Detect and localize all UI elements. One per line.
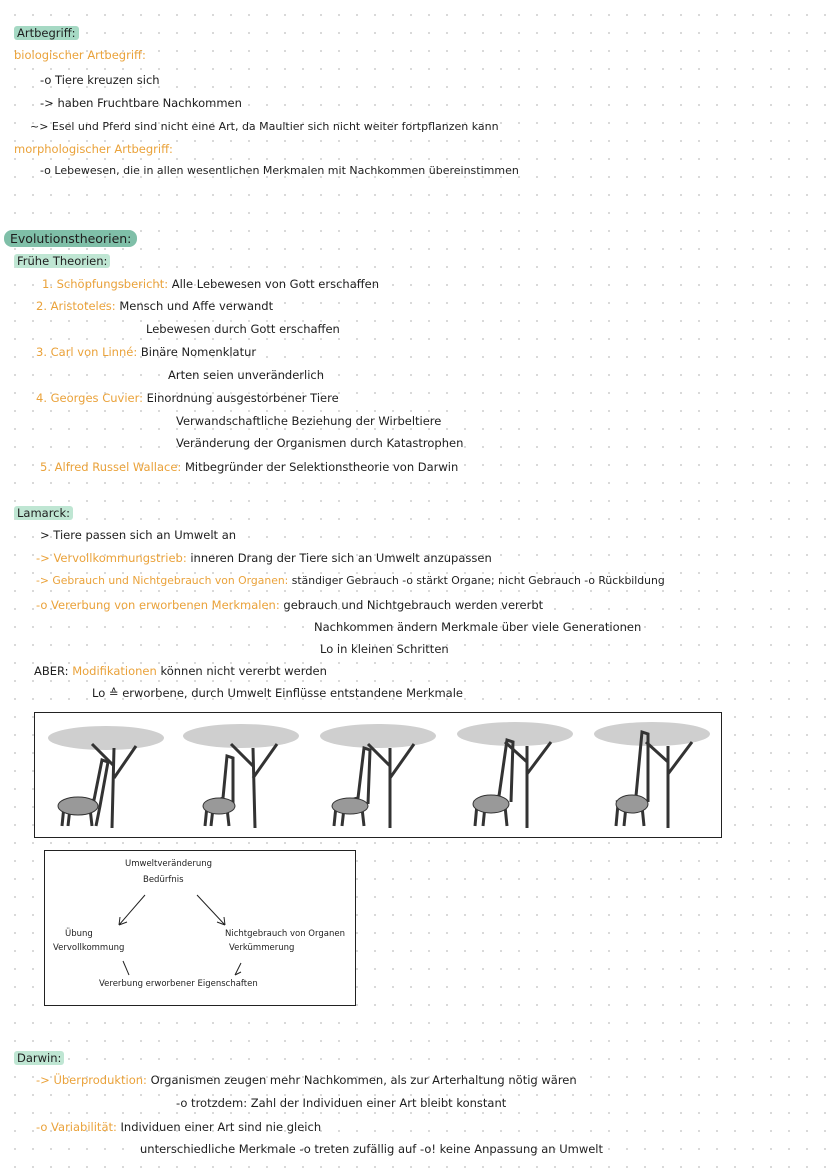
diagram-top-2: Bedürfnis: [143, 875, 184, 885]
theory-2-line-2: Lebewesen durch Gott erschaffen: [146, 322, 340, 336]
theory-1: 1. Schöpfungsbericht: Alle Lebewesen von Gott erschaffen: [42, 277, 380, 291]
darwin-heading: Darwin:: [14, 1051, 64, 1065]
giraffe-tree-image: [588, 718, 716, 832]
darwin-point-2: -o Variabilität: Individuen einer Art sind nie gleich: [36, 1120, 322, 1134]
giraffe-tree-image: [177, 718, 305, 832]
giraffe-illustration-strip: [34, 712, 722, 838]
evolution-heading: Evolutionstheorien:: [4, 232, 137, 246]
morph-artbegriff-heading: morphologischer Artbegriff:: [14, 142, 173, 156]
lamarck-point-4: -o Vererbung von erworbenen Merkmalen: gebrauch und Nichtgebrauch werden vererbt: [36, 598, 544, 612]
fruehe-theorien-heading: Frühe Theorien:: [14, 254, 110, 268]
darwin-point-1: -> Überproduktion: Organismen zeugen mehr Nachkommen, als zur Arterhaltung nötig wären: [36, 1073, 577, 1087]
bio-point-2: -> haben Fruchtbare Nachkommen: [40, 96, 242, 110]
lamarck-heading: Lamarck:: [14, 506, 73, 520]
theory-3: 3. Carl von Linné: Binäre Nomenklatur: [36, 345, 257, 359]
morph-point-1: -o Lebewesen, die in allen wesentlichen Merkmalen mit Nachkommen übereinstimmen: [40, 164, 519, 177]
theory-4-line-3: Veränderung der Organismen durch Katastrophen: [176, 436, 464, 450]
bio-point-1: -o Tiere kreuzen sich: [40, 73, 160, 87]
theory-5: 5. Alfred Russel Wallace: Mitbegründer der Selektionstheorie von Darwin: [40, 460, 459, 474]
theory-2: 2. Aristoteles: Mensch und Affe verwandt: [36, 299, 274, 313]
theory-4-line-2: Verwandschaftliche Beziehung der Wirbeltiere: [176, 414, 442, 428]
bio-point-3: ~> Esel und Pferd sind nicht eine Art, da Maultier sich nicht weiter fortpflanzen kann: [30, 120, 499, 133]
theory-4: 4. Georges Cuvier: Einordnung ausgestorbener Tiere: [36, 391, 339, 405]
diagram-right-1: Nichtgebrauch von Organen: [225, 929, 345, 939]
lamarck-aber: ABER: Modifikationen können nicht vererbt werden: [34, 664, 327, 678]
lamarck-diagram: [44, 850, 356, 1006]
diagram-left-2: Vervollkommung: [53, 943, 125, 953]
darwin-point-2-line-2: unterschiedliche Merkmale -o treten zufällig auf -o! keine Anpassung an Umwelt: [140, 1142, 604, 1156]
diagram-left-1: Übung: [65, 929, 93, 939]
lamarck-point-3: -> Gebrauch und Nichtgebrauch von Organen: ständiger Gebrauch -o stärkt Organe; nicht Gebrauch -o Rückbildung: [36, 574, 665, 587]
lamarck-point-4-line-3: Lo in kleinen Schritten: [320, 642, 449, 656]
theory-3-line-2: Arten seien unveränderlich: [168, 368, 325, 382]
diagram-top-1: Umweltveränderung: [125, 859, 213, 869]
lamarck-point-4-line-2: Nachkommen ändern Merkmale über viele Generationen: [314, 620, 642, 634]
diagram-right-2: Verkümmerung: [229, 943, 295, 953]
lamarck-point-1: > Tiere passen sich an Umwelt an: [40, 528, 237, 542]
artbegriff-heading: Artbegriff:: [14, 26, 79, 40]
bio-artbegriff-heading: biologischer Artbegriff:: [14, 48, 146, 62]
lamarck-aber-line-2: Lo ≙ erworbene, durch Umwelt Einflüsse entstandene Merkmale: [92, 686, 464, 700]
giraffe-tree-image: [40, 718, 168, 832]
diagram-bottom: Vererbung erworbener Eigenschaften: [99, 979, 258, 989]
giraffe-tree-image: [314, 718, 442, 832]
lamarck-point-2: -> Vervollkommungstrieb: inneren Drang der Tiere sich an Umwelt anzupassen: [36, 551, 492, 565]
darwin-point-1-line-2: -o trotzdem: Zahl der Individuen einer Art bleibt konstant: [176, 1096, 507, 1110]
giraffe-tree-image: [451, 718, 579, 832]
